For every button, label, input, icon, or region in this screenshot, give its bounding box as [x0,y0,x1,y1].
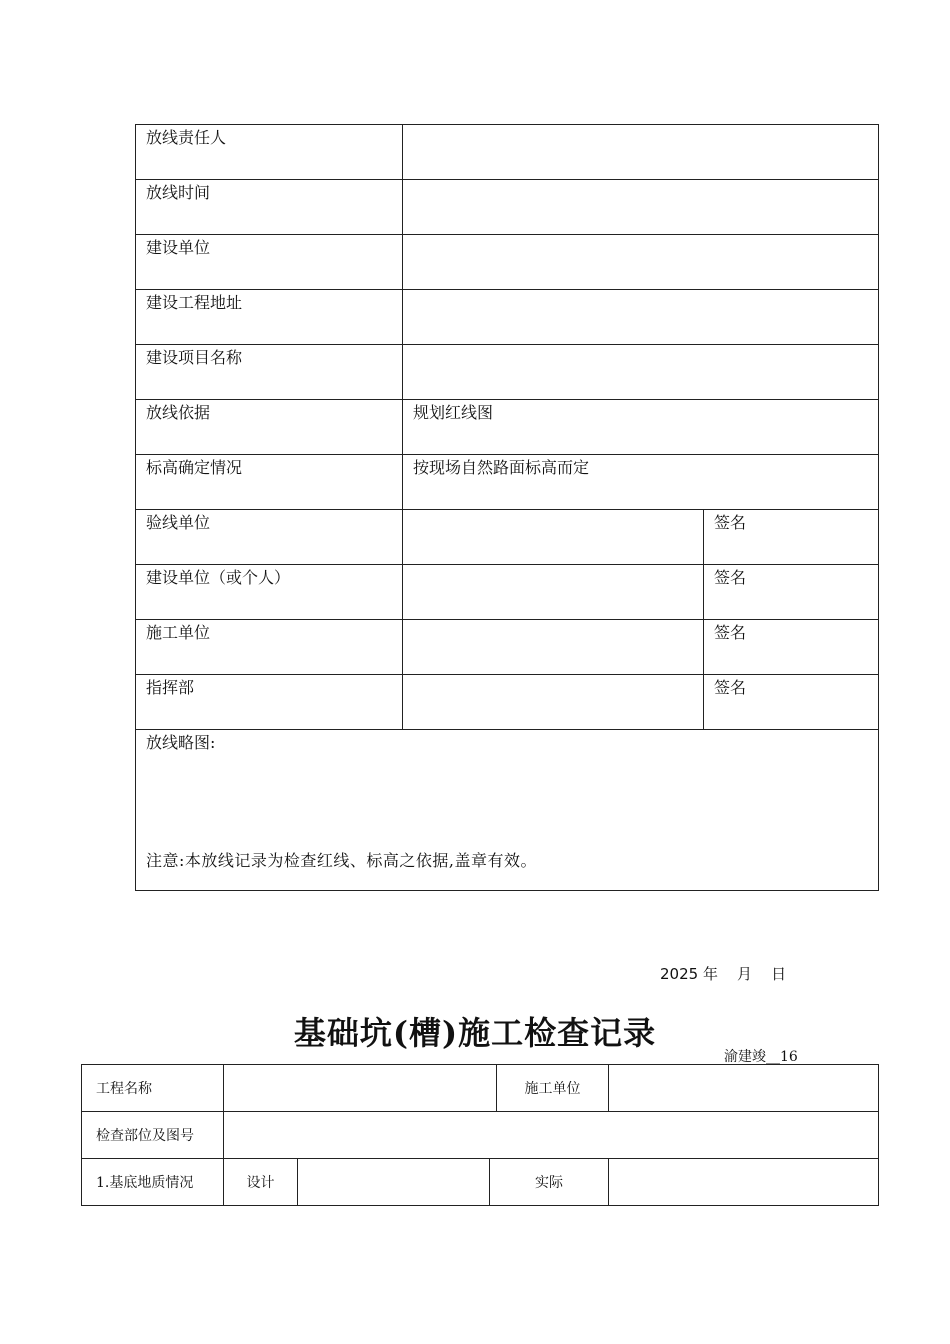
form-code: 渝建竣__16 [724,1049,798,1065]
table-row [82,1159,879,1206]
row-label: 验线单位 [136,510,403,565]
row-value[interactable] [403,510,704,565]
row-value[interactable] [403,345,879,400]
table-row [136,235,879,290]
row-label: 建设工程地址 [136,290,403,345]
setting-out-record-table [135,124,879,891]
table-row [136,455,879,510]
sign-row [136,510,879,565]
row-value[interactable] [403,235,879,290]
row-label: 指挥部 [136,675,403,730]
row-label: 放线依据 [136,400,403,455]
row-label: 建设单位 [136,235,403,290]
row-value[interactable] [403,675,704,730]
row-value[interactable]: 按现场自然路面标高而定 [403,455,879,510]
row-value[interactable] [403,565,704,620]
signature-cell[interactable]: 签名 [704,565,879,620]
row-value[interactable] [403,125,879,180]
row-label: 建设项目名称 [136,345,403,400]
design-value[interactable] [298,1159,490,1206]
location-label: 检查部位及图号 [82,1112,224,1159]
sign-row [136,675,879,730]
table-row [136,400,879,455]
page-title: 基础坑(槽)施工检查记录 [293,1014,657,1052]
table-row [136,290,879,345]
sketch-area[interactable]: 放线略图: [136,730,879,891]
row-value[interactable] [403,620,704,675]
table-row [136,125,879,180]
row-label: 放线责任人 [136,125,403,180]
row-value[interactable]: 规划红线图 [403,400,879,455]
note-text: 注意:本放线记录为检查红线、标高之依据,盖章有效。 [146,851,537,870]
signature-cell[interactable]: 签名 [704,510,879,565]
table-row [136,345,879,400]
construction-unit-value[interactable] [609,1065,879,1112]
sign-row [136,620,879,675]
signature-cell[interactable]: 签名 [704,620,879,675]
table-row [82,1112,879,1159]
signature-cell[interactable]: 签名 [704,675,879,730]
sign-row [136,565,879,620]
pit-inspection-table [81,1064,879,1206]
table-row [136,180,879,235]
row-value[interactable] [403,290,879,345]
row-label: 建设单位（或个人） [136,565,403,620]
row-label: 放线时间 [136,180,403,235]
actual-value[interactable] [609,1159,879,1206]
project-name-value[interactable] [224,1065,497,1112]
row-label: 标高确定情况 [136,455,403,510]
geology-label: 1.基底地质情况 [82,1159,224,1206]
design-label: 设计 [224,1159,298,1206]
project-name-label: 工程名称 [82,1065,224,1112]
actual-label: 实际 [490,1159,609,1206]
date-line: 2025 年 月 日 [660,965,787,983]
table-row [82,1065,879,1112]
row-label: 施工单位 [136,620,403,675]
construction-unit-label: 施工单位 [497,1065,609,1112]
row-value[interactable] [403,180,879,235]
location-value[interactable] [224,1112,879,1159]
